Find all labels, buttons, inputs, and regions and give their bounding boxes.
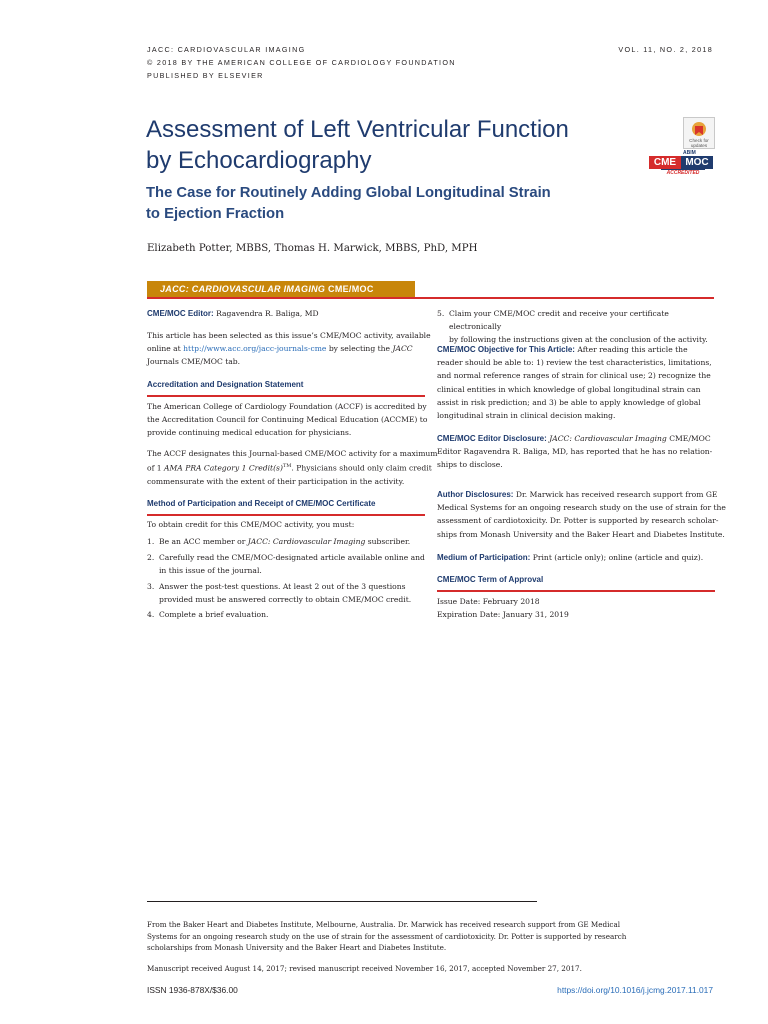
step-4: 4. Complete a brief evaluation. [147, 610, 269, 619]
article-title [146, 114, 569, 176]
copyright-line: © 2018 BY THE AMERICAN COLLEGE OF CARDIOLOGY FOUNDATION [147, 58, 456, 67]
method-heading: Method of Participation and Receipt of CME/MOC Certificate [147, 499, 376, 508]
step-1: 1. Be an ACC member or JACC: Cardiovascular Imaging subscriber. [147, 537, 411, 546]
volume-line: VOL. 11, NO. 2, 2018 [618, 45, 713, 54]
intro-paragraph: This article has been selected as this issue’s CME/MOC activity, available online at http://www.acc.org/jacc-journals-cme by selecting the JACC Journals CME/MOC tab. [147, 331, 431, 367]
accreditation-paragraph-1: The American College of Cardiology Foundation (ACCF) is accredited by the Accreditation Council for Continuing Medical Education (ACCME) to provide continuing medical education for physicians. [147, 402, 428, 438]
cme-link[interactable]: http://www.acc.org/jacc-journals-cme [183, 344, 327, 354]
method-rule [147, 514, 425, 516]
medium-of-participation: Medium of Participation: Print (article only); online (article and quiz). [437, 553, 704, 562]
cme-label: CME [649, 156, 681, 169]
accreditation-paragraph-2: The ACCF designates this Journal-based CME/MOC activity for a maximum of 1 AMA PRA Category 1 Credit(s)™. Physicians should only claim credit commensurate with the extent of their participation in the activity. [147, 449, 438, 486]
abim-label: ABIM [683, 150, 696, 156]
objective-paragraph: CME/MOC Objective for This Article: After reading this article the reader should be able to: 1) review the test characteristics, limitations, and normal reference ranges of strain for clinical use; 2) recognize the clinical entities in which knowledge of global longitudinal strain can assist in risk prediction; and 3) be able to apply knowledge of global longitudinal strain in clinical decision making. [437, 345, 712, 421]
term-heading: CME/MOC Term of Approval [437, 575, 544, 584]
doi-link[interactable]: https://doi.org/10.1016/j.jcmg.2017.11.017 [557, 985, 713, 995]
article-title-line1: Assessment of Left Ventricular Function [146, 116, 569, 143]
step-2: 2. Carefully read the CME/MOC-designated article available online and in this issue of the journal. [147, 553, 425, 576]
term-dates [437, 595, 569, 621]
check-for-updates-badge[interactable]: Check for updates [683, 117, 715, 149]
manuscript-dates: Manuscript received August 14, 2017; revised manuscript received November 16, 2017, accepted November 27, 2017. [147, 964, 582, 973]
cme-moc-badge [647, 150, 715, 176]
author-line: Elizabeth Potter, MBBS, Thomas H. Marwick, MBBS, PhD, MPH [147, 243, 478, 254]
accreditation-heading: Accreditation and Designation Statement [147, 380, 304, 389]
term-rule [437, 590, 715, 592]
publisher-line: PUBLISHED BY ELSEVIER [147, 71, 264, 80]
cme-editor: CME/MOC Editor: Ragavendra R. Baliga, MD [147, 309, 319, 318]
journal-name: JACC: CARDIOVASCULAR IMAGING [147, 45, 306, 54]
article-subtitle: The Case for Routinely Adding Global Longitudinal Strain to Ejection Fraction [146, 185, 551, 222]
method-intro: To obtain credit for this CME/MOC activity, you must: [147, 520, 355, 529]
accreditation-rule [147, 395, 425, 397]
step-5: 5. Claim your CME/MOC credit and receive your certificate electronically by following the instructions given at the conclusion of the activity. [437, 309, 708, 345]
affiliation-footnote: From the Baker Heart and Diabetes Institute, Melbourne, Australia. Dr. Marwick has received research support from GE Medical Systems for an ongoing research study on the use of strain for the assessment of cardiotoxicity. Dr. Potter is supported by research scholarships from Monash University and the Baker Heart and Diabetes Institute. [147, 920, 627, 953]
accredited-label: ACCREDITED [661, 169, 705, 176]
update-bookmark-icon [684, 120, 714, 140]
editor-disclosure: CME/MOC Editor Disclosure: JACC: Cardiovascular Imaging CME/MOC Editor Ragavendra R. Baliga, MD, has reported that he has no relation- ships to disclose. [437, 434, 713, 470]
moc-label: MOC [681, 156, 713, 169]
article-title-line2: by Echocardiography [146, 147, 372, 174]
issue-date: Issue Date: February 2018 [437, 597, 540, 606]
cme-moc-banner: JACC: CARDIOVASCULAR IMAGING CME/MOC [147, 281, 415, 298]
footnote-divider [147, 901, 537, 902]
step-3: 3. Answer the post-test questions. At least 2 out of the 3 questions provided must be answered correctly to obtain CME/MOC credit. [147, 582, 412, 605]
banner-rule [147, 297, 714, 299]
author-disclosures: Author Disclosures: Dr. Marwick has received research support from GE Medical Systems for an ongoing research study on the use of strain for the assessment of cardiotoxicity. Dr. Potter is supported by research scholar- ships from Monash University and the Baker Heart and Diabetes Institute. [437, 490, 726, 539]
expiration-date: Expiration Date: January 31, 2019 [437, 610, 569, 620]
issn: ISSN 1936-878X/$36.00 [147, 985, 238, 995]
